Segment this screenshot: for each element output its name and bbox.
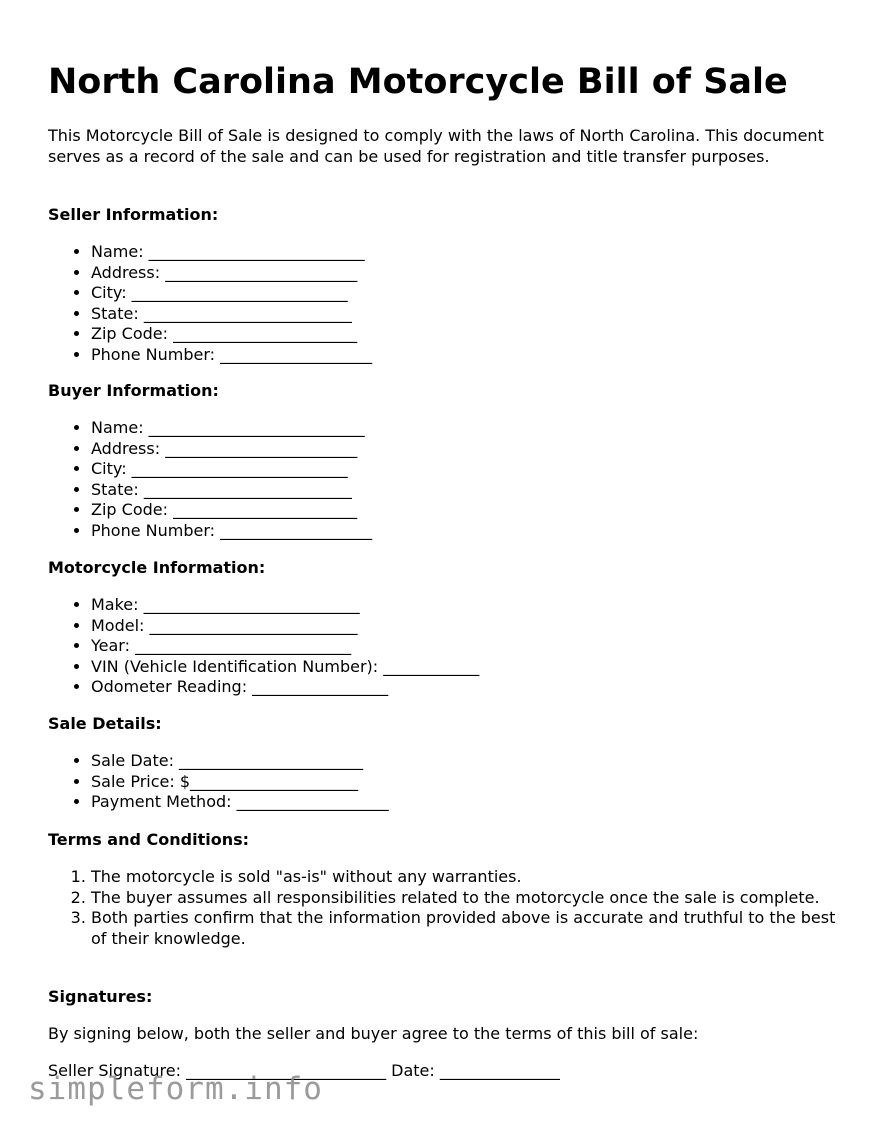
- buyer-section: [48, 381, 838, 541]
- motorcycle-vin-field: • VIN (Vehicle Identification Number): ____________: [91, 657, 838, 678]
- motorcycle-heading: Motorcycle Information:: [48, 558, 266, 577]
- buyer-name-field: • Name: ___________________________: [91, 418, 838, 439]
- term-item: 3. Both parties confirm that the information provided above is accurate and truthful to the best of their knowledge.: [91, 908, 838, 949]
- buyer-heading: Buyer Information:: [48, 381, 219, 400]
- motorcycle-list: [48, 595, 838, 698]
- motorcycle-year-field: • Year: ___________________________: [91, 636, 838, 657]
- sale-heading: Sale Details:: [48, 714, 162, 733]
- seller-city-field: • City: ___________________________: [91, 283, 838, 304]
- seller-list: [48, 242, 838, 365]
- buyer-city-field: • City: ___________________________: [91, 459, 838, 480]
- sale-section: [48, 714, 838, 813]
- seller-zip-field: • Zip Code: _______________________: [91, 324, 838, 345]
- motorcycle-odometer-field: • Odometer Reading: _________________: [91, 677, 838, 698]
- term-item: 2. The buyer assumes all responsibilities related to the motorcycle once the sale is complete.: [91, 888, 838, 909]
- document-title: North Carolina Motorcycle Bill of Sale: [48, 62, 788, 102]
- buyer-address-field: • Address: ________________________: [91, 439, 838, 460]
- seller-heading: Seller Information:: [48, 205, 219, 224]
- buyer-zip-field: • Zip Code: _______________________: [91, 500, 838, 521]
- signatures-statement: By signing below, both the seller and buyer agree to the terms of this bill of sale:: [48, 1024, 699, 1043]
- seller-signature-line: Seller Signature: _________________________ Date: _______________: [48, 1061, 560, 1080]
- seller-address-field: • Address: ________________________: [91, 263, 838, 284]
- sale-list: [48, 751, 838, 813]
- sale-price-field: • Sale Price: $_____________________: [91, 772, 838, 793]
- term-item: 1. The motorcycle is sold "as-is" without any warranties.: [91, 867, 838, 888]
- terms-list: [48, 867, 838, 949]
- seller-name-field: • Name: ___________________________: [91, 242, 838, 263]
- sale-date-field: • Sale Date: _______________________: [91, 751, 838, 772]
- watermark-text: simpleform.info: [28, 1071, 323, 1107]
- signatures-heading: Signatures:: [48, 987, 153, 1006]
- terms-heading: Terms and Conditions:: [48, 830, 250, 849]
- motorcycle-model-field: • Model: __________________________: [91, 616, 838, 637]
- intro-paragraph: This Motorcycle Bill of Sale is designed to comply with the laws of North Carolina. This document serves as a record of the sale and can be used for registration and title transfer purposes.: [48, 126, 824, 166]
- signatures-section: [48, 987, 838, 1007]
- motorcycle-section: [48, 558, 838, 698]
- buyer-state-field: • State: __________________________: [91, 480, 838, 501]
- terms-section: [48, 830, 838, 949]
- buyer-phone-field: • Phone Number: ___________________: [91, 521, 838, 542]
- buyer-list: [48, 418, 838, 541]
- seller-phone-field: • Phone Number: ___________________: [91, 345, 838, 366]
- seller-section: [48, 205, 838, 365]
- payment-method-field: • Payment Method: ___________________: [91, 792, 838, 813]
- motorcycle-make-field: • Make: ___________________________: [91, 595, 838, 616]
- seller-state-field: • State: __________________________: [91, 304, 838, 325]
